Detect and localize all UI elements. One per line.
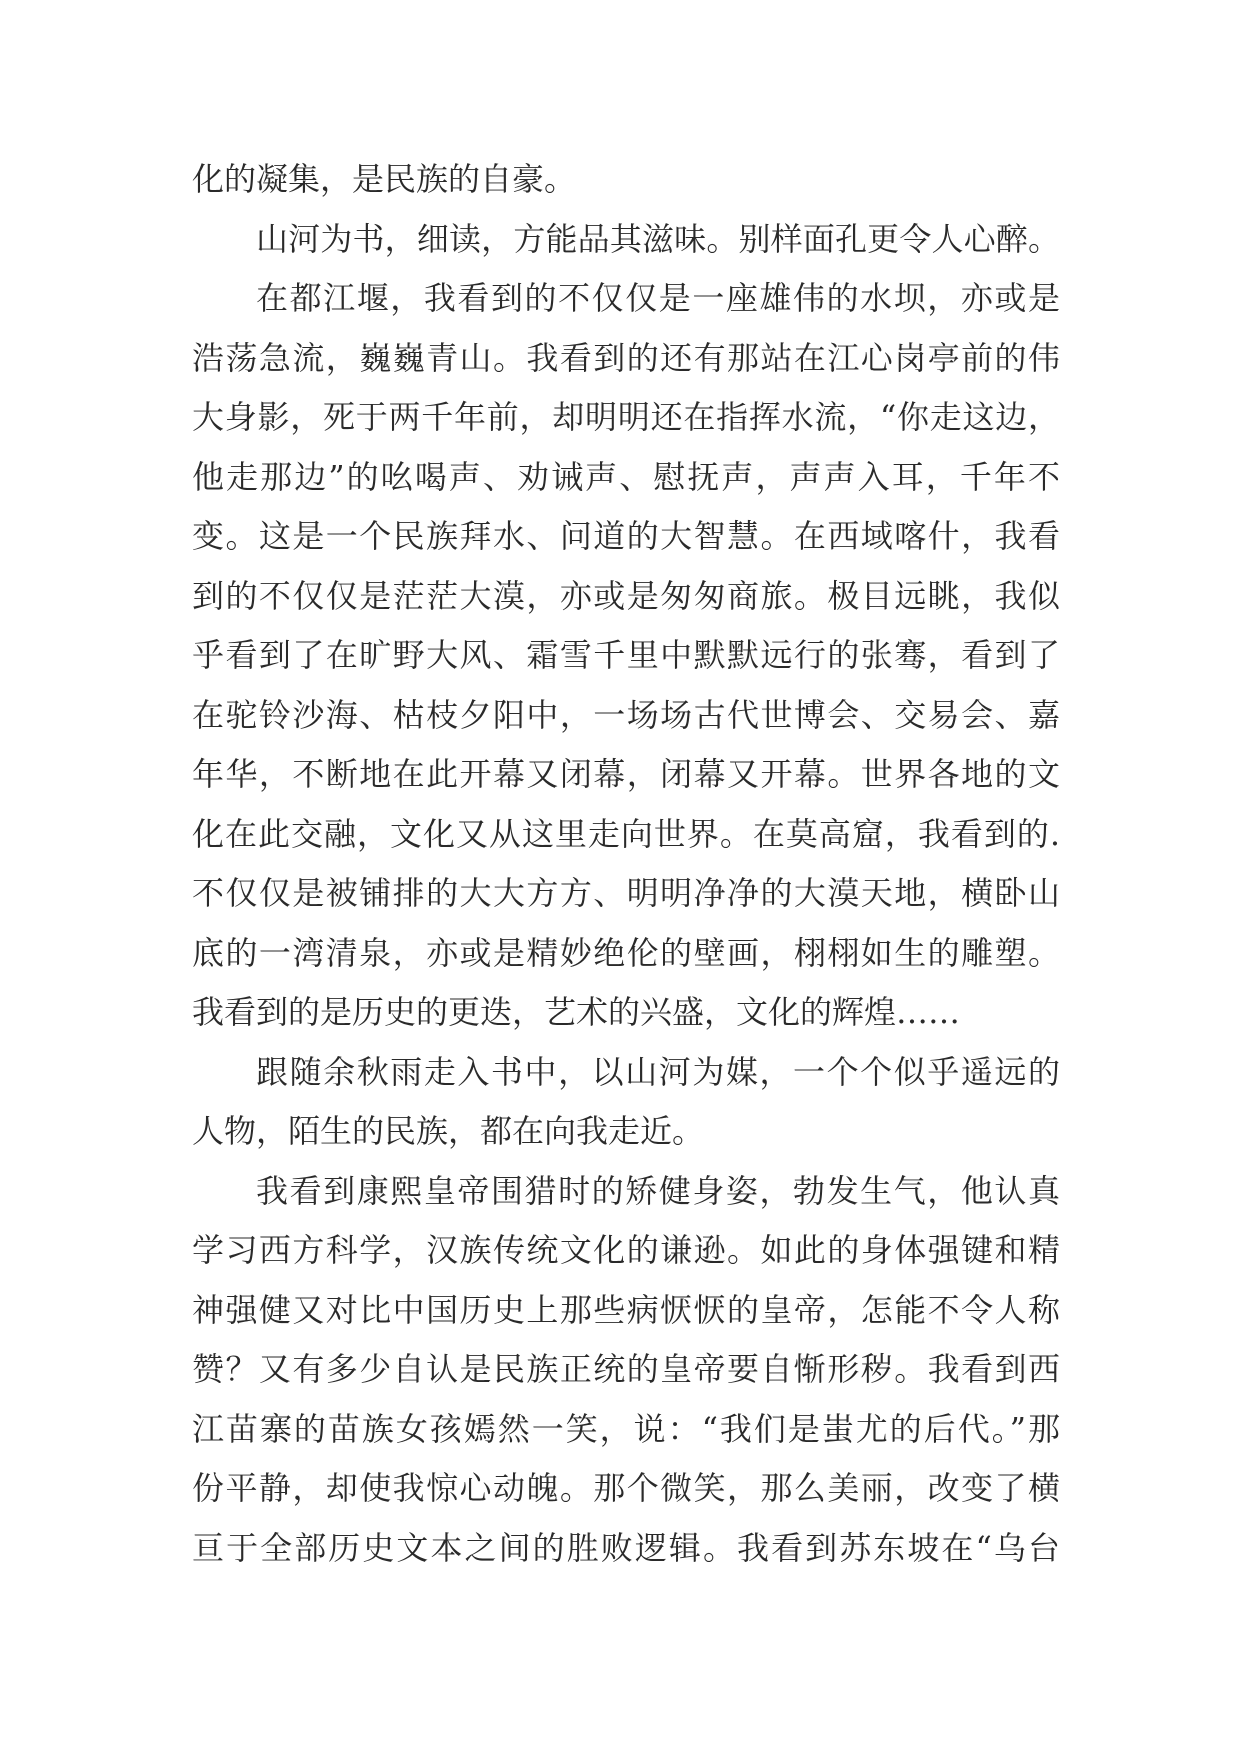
text-line: 跟随余秋雨走入书中，以山河为媒，一个个似乎遥远的: [256, 1052, 1060, 1091]
text-line: 我看到的是历史的更迭，艺术的兴盛，文化的辉煌……: [192, 993, 961, 1031]
text-line: 山河为书，细读，方能品其滋味。别样面孔更令人心醉。: [256, 219, 1060, 258]
text-line: 变。这是一个民族拜水、问道的大智慧。在西域喀什，我看: [192, 517, 1060, 555]
text-line: 人物，陌生的民族，都在向我走近。: [192, 1112, 705, 1150]
text-line: 底的一湾清泉，亦或是精妙绝伦的壁画，栩栩如生的雕塑。: [192, 933, 1060, 972]
text-line: 赞？又有多少自认是民族正统的皇帝要自惭形秽。我看到西: [192, 1350, 1060, 1388]
text-line: 浩荡急流，巍巍青山。我看到的还有那站在江心岗亭前的伟: [192, 338, 1060, 377]
text-line: 化在此交融，文化又从这里走向世界。在莫高窟，我看到的.: [192, 814, 1060, 853]
text-line: 在都江堰，我看到的不仅仅是一座雄伟的水坝，亦或是: [256, 279, 1060, 317]
text-line: 到的不仅仅是茫茫大漠，亦或是匆匆商旅。极目远眺，我似: [192, 576, 1060, 615]
body-text: [192, 150, 1060, 1578]
text-line: 江苗寨的苗族女孩嫣然一笑，说：“我们是蚩尤的后代。”那: [192, 1409, 1060, 1448]
text-line: 亘于全部历史文本之间的胜败逻辑。我看到苏东坡在“乌台: [192, 1528, 1060, 1567]
text-line: 学习西方科学，汉族传统文化的谦逊。如此的身体强键和精: [192, 1231, 1060, 1269]
text-line: 神强健又对比中国历史上那些病恹恹的皇帝，怎能不令人称: [192, 1290, 1060, 1329]
text-line: 份平静，却使我惊心动魄。那个微笑，那么美丽，改变了横: [192, 1469, 1060, 1507]
text-line: 大身影，死于两千年前，却明明还在指挥水流，“你走这边，: [192, 398, 1060, 436]
text-line: 乎看到了在旷野大风、霜雪千里中默默远行的张骞，看到了: [192, 636, 1060, 674]
text-line: 不仅仅是被铺排的大大方方、明明净净的大漠天地，横卧山: [192, 874, 1060, 912]
text-line: 在驼铃沙海、枯枝夕阳中，一场场古代世博会、交易会、嘉: [192, 695, 1060, 734]
text-line: 我看到康熙皇帝围猎时的矫健身姿，勃发生气，他认真: [256, 1171, 1060, 1210]
text-line: 化的凝集，是民族的自豪。: [192, 160, 577, 198]
text-line: 他走那边”的吆喝声、劝诫声、慰抚声，声声入耳，千年不: [192, 457, 1060, 496]
text-line: 年华，不断地在此开幕又闭幕，闭幕又开幕。世界各地的文: [192, 755, 1060, 793]
